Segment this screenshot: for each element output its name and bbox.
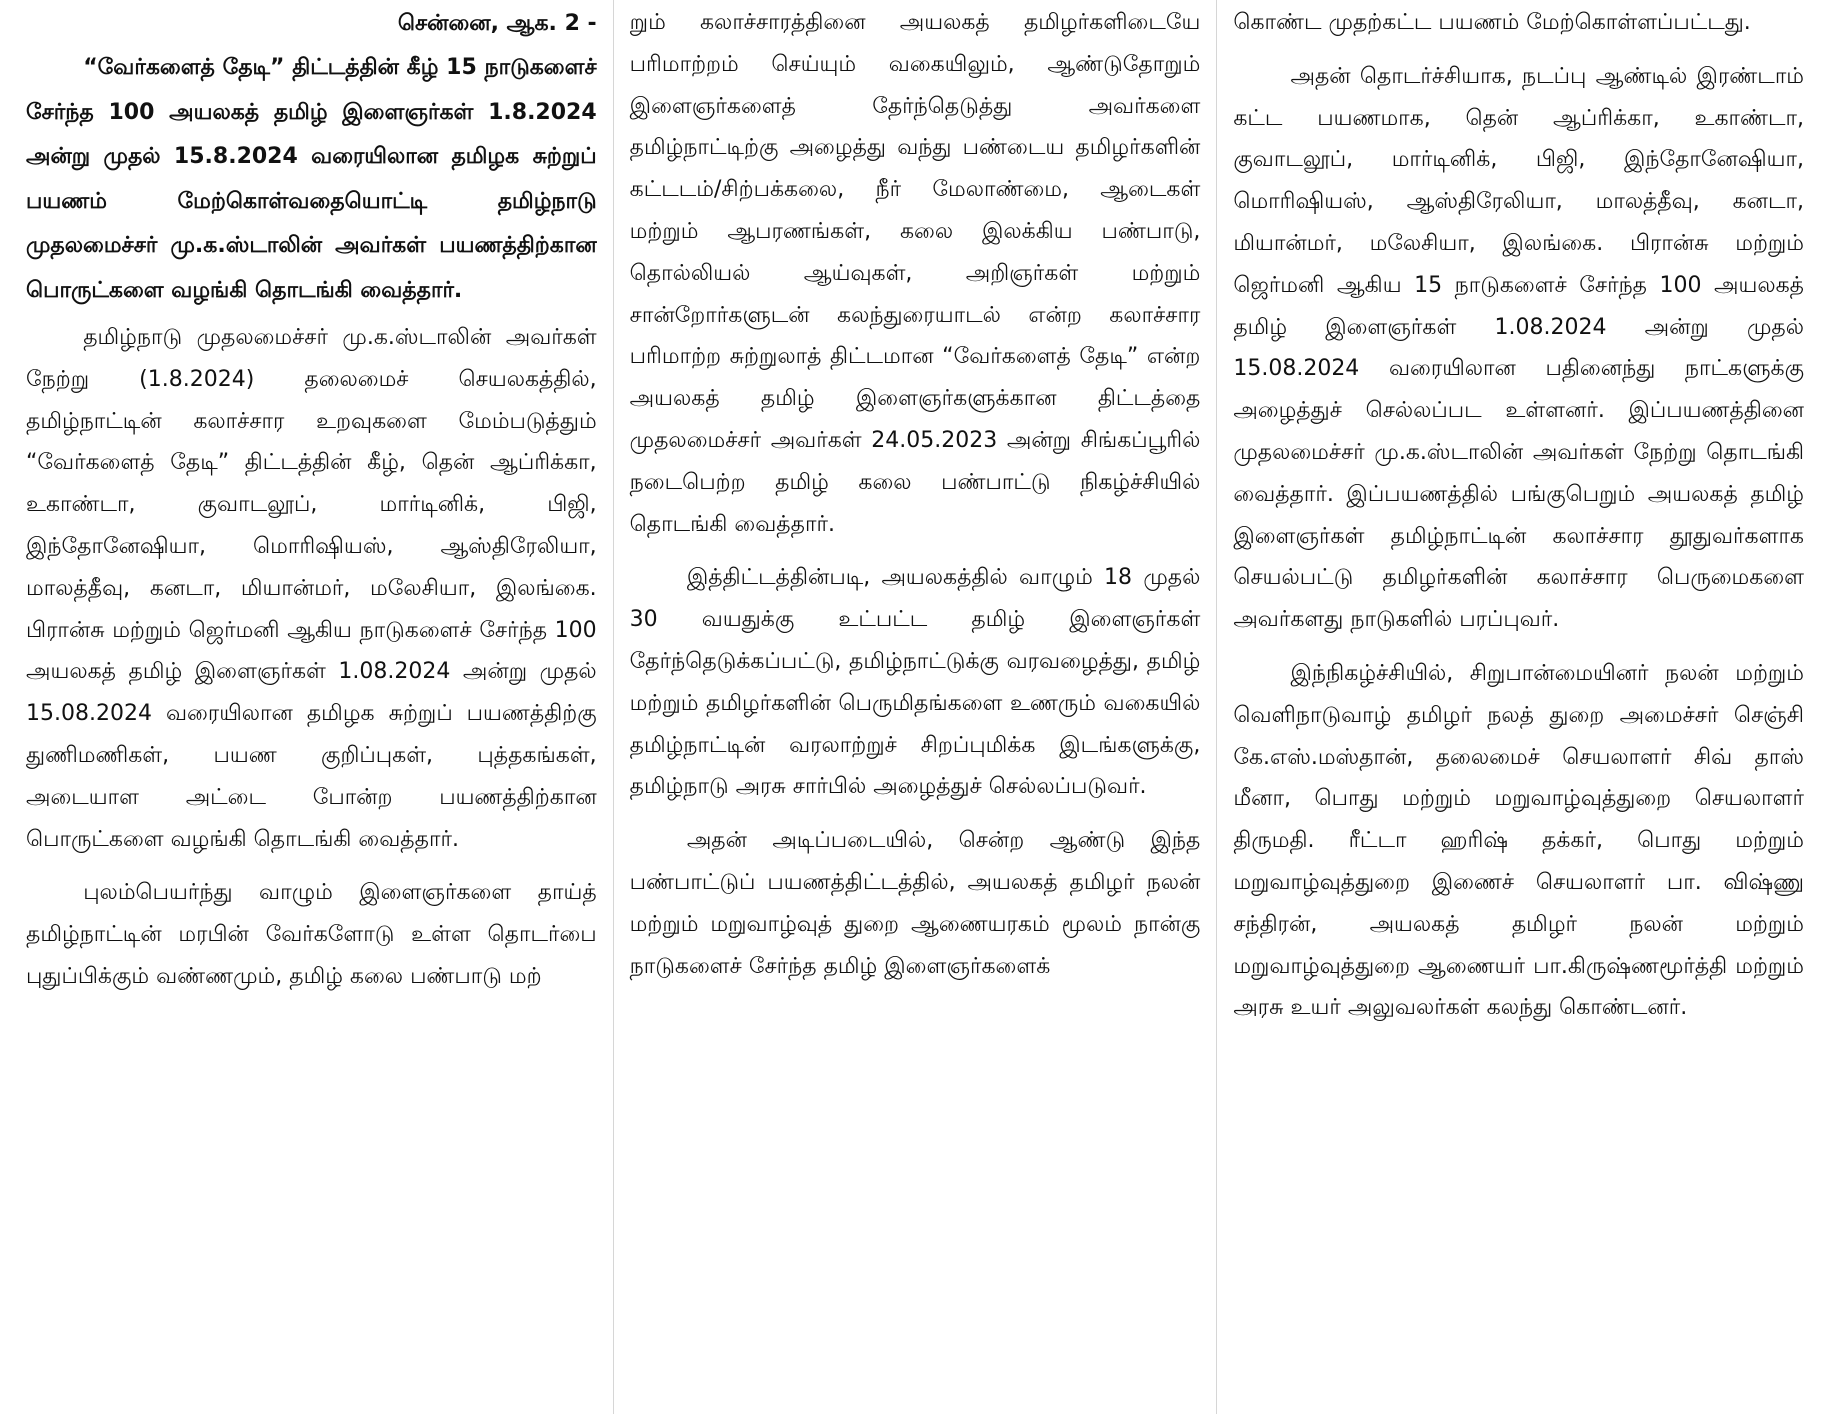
body-paragraph: அதன் அடிப்படையில், சென்ற ஆண்டு இந்த பண்பாட்டுப் பயணத்திட்டத்தில், அயலகத் தமிழர் நலன் மற்றும் மறுவாழ்வுத் துறை ஆணையரகம் மூலம் நான்கு நாடுகளைச் சேர்ந்த தமிழ் இளைஞர்களைக்	[629, 828, 1201, 979]
body-paragraph: தமிழ்நாடு முதலமைச்சர் மு.க.ஸ்டாலின் அவர்கள் நேற்று (1.8.2024) தலைமைச் செயலகத்தில், தமிழ்நாட்டின் கலாச்சார உறவுகளை மேம்படுத்தும் “வேர்களைத் தேடி” திட்டத்தின் கீழ், தென் ஆப்ரிக்கா, உகாண்டா, குவாடலூப், மார்டினிக், பிஜி, இந்தோனேஷியா, மொரிஷியஸ், ஆஸ்திரேலியா, மாலத்தீவு, கனடா, மியான்மர், மலேசியா, இலங்கை. பிரான்சு மற்றும் ஜெர்மனி ஆகிய நாடுகளைச் சேர்ந்த 100 அயலகத் தமிழ் இளைஞர்கள் 1.08.2024 அன்று முதல் 15.08.2024 வரையிலான தமிழக சுற்றுப் பயணத்திற்கு துணிமணிகள், பயண குறிப்புகள், புத்தகங்கள், அடையாள அட்டை போன்ற பயணத்திற்கான பொருட்களை வழங்கி தொடங்கி வைத்தார்.	[26, 325, 597, 852]
body-paragraph: கொண்ட முதற்கட்ட பயணம் மேற்கொள்ளப்பட்டது.	[1233, 10, 1751, 35]
body-paragraph: இந்நிகழ்ச்சியில், சிறுபான்மையினர் நலன் மற்றும் வெளிநாடுவாழ் தமிழர் நலத் துறை அமைச்சர் செஞ்சி கே.எஸ்.மஸ்தான், தலைமைச் செயலாளர் சிவ் தாஸ் மீனா, பொது மற்றும் மறுவாழ்வுத்துறை செயலாளர் திருமதி. ரீட்டா ஹரிஷ் தக்கர், பொது மற்றும் மறுவாழ்வுத்துறை இணைச் செயலாளர் பா. விஷ்ணு சந்திரன், அயலகத் தமிழர் நலன் மற்றும் மறுவாழ்வுத்துறை ஆணையர் பா.கிருஷ்ணமூர்த்தி மற்றும் அரசு உயர் அலுவலர்கள் கலந்து கொண்டனர்.	[1233, 660, 1805, 1021]
body-paragraph: இத்திட்டத்தின்படி, அயலகத்தில் வாழும் 18 முதல் 30 வயதுக்கு உட்பட்ட தமிழ் இளைஞர்கள் தேர்ந்தெடுக்கப்பட்டு, தமிழ்நாட்டுக்கு வரவழைத்து, தமிழ் மற்றும் தமிழர்களின் பெருமிதங்களை உணரும் வகையில் தமிழ்நாட்டின் வரலாற்றுச் சிறப்புமிக்க இடங்களுக்கு, தமிழ்நாடு அரசு சார்பில் அழைத்துச் செல்லப்படுவர்.	[629, 565, 1201, 800]
body-paragraph: அதன் தொடர்ச்சியாக, நடப்பு ஆண்டில் இரண்டாம் கட்ட பயணமாக, தென் ஆப்ரிக்கா, உகாண்டா, குவாடலூப், மார்டினிக், பிஜி, இந்தோனேஷியா, மொரிஷியஸ், ஆஸ்திரேலியா, மாலத்தீவு, கனடா, மியான்மர், மலேசியா, இலங்கை. பிரான்சு மற்றும் ஜெர்மனி ஆகிய 15 நாடுகளைச் சேர்ந்த 100 அயலகத் தமிழ் இளைஞர்கள் 1.08.2024 அன்று முதல் 15.08.2024 வரையிலான பதினைந்து நாட்களுக்கு அழைத்துச் செல்லப்பட உள்ளனர். இப்பயணத்தினை முதலமைச்சர் மு.க.ஸ்டாலின் அவர்கள் நேற்று தொடங்கி வைத்தார். இப்பயணத்தில் பங்குபெறும் அயலகத் தமிழ் இளைஞர்கள் தமிழ்நாட்டின் கலாச்சார தூதுவர்களாக செயல்பட்டு தமிழர்களின் கலாச்சார பெருமைகளை அவர்களது நாடுகளில் பரப்புவர்.	[1233, 63, 1805, 633]
column-2	[613, 0, 1217, 1414]
body-paragraph: புலம்பெயர்ந்து வாழும் இளைஞர்களை தாய்த் தமிழ்நாட்டின் மரபின் வேர்களோடு உள்ள தொடர்பை புதுப்பிக்கும் வண்ணமும், தமிழ் கலை பண்பாடு மற்	[26, 880, 597, 989]
column-3	[1216, 0, 1820, 1414]
dateline: சென்னை, ஆக. 2 -	[397, 11, 597, 36]
body-paragraph: றும் கலாச்சாரத்தினை அயலகத் தமிழர்களிடையே பரிமாற்றம் செய்யும் வகையிலும், ஆண்டுதோறும் இளைஞர்களைத் தேர்ந்தெடுத்து அவர்களை தமிழ்நாட்டிற்கு அழைத்து வந்து பண்டைய தமிழர்களின் கட்டடம்/சிற்பக்கலை, நீர் மேலாண்மை, ஆடைகள் மற்றும் ஆபரணங்கள், கலை இலக்கிய பண்பாடு, தொல்லியல் ஆய்வுகள், அறிஞர்கள் மற்றும் சான்றோர்களுடன் கலந்துரையாடல் என்ற கலாச்சார பரிமாற்ற சுற்றுலாத் திட்டமான “வேர்களைத் தேடி” என்ற அயலகத் தமிழ் இளைஞர்களுக்கான திட்டத்தை முதலமைச்சர் அவர்கள் 24.05.2023 அன்று சிங்கப்பூரில் நடைபெற்ற தமிழ் கலை பண்பாட்டு நிகழ்ச்சியில் தொடங்கி வைத்தார்.	[629, 10, 1201, 537]
column-1	[10, 0, 613, 1414]
lede-paragraph: “வேர்களைத் தேடி” திட்டத்தின் கீழ் 15 நாடுகளைச் சேர்ந்த 100 அயலகத் தமிழ் இளைஞர்கள் 1.8.2024 அன்று முதல் 15.8.2024 வரையிலான தமிழக சுற்றுப் பயணம் மேற்கொள்வதையொட்டி தமிழ்நாடு முதலமைச்சர் மு.க.ஸ்டாலின் அவர்கள் பயணத்திற்கான பொருட்களை வழங்கி தொடங்கி வைத்தார்.	[26, 55, 597, 303]
